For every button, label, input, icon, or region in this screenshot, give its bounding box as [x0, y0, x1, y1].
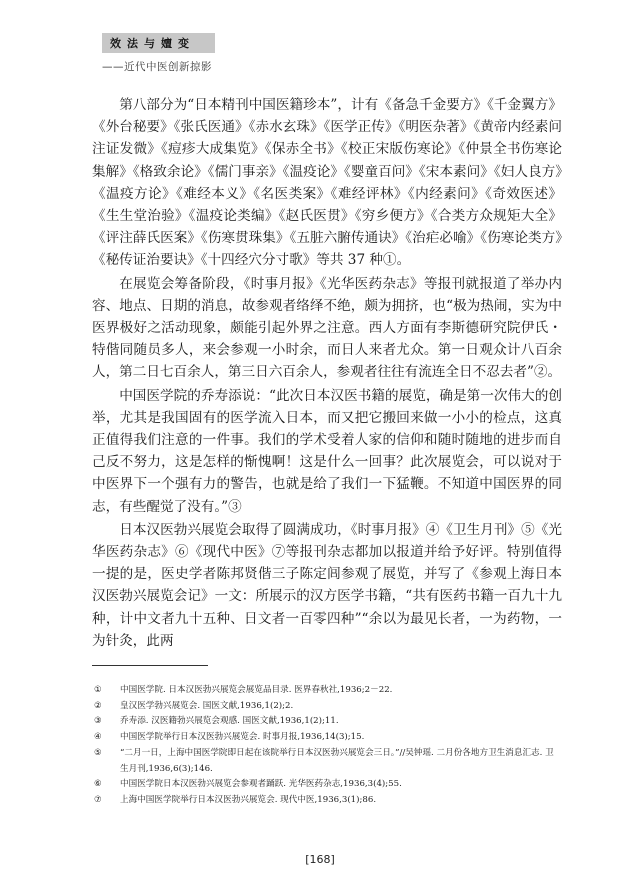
footnote-text: 乔寿添. 汉医籍勃兴展览会观感. 国医文献,1936,1(2);11. [120, 716, 339, 727]
footnote-number: ⑥ [94, 779, 102, 790]
footnote-text: 中国医学院. 日本汉医勃兴展览会展览品目录. 医界春秋社,1936;2－22. [120, 685, 393, 695]
footnote-text: 上海中国医学院举行日本汉医勃兴展览会. 现代中医,1936,3(1);86. [120, 794, 377, 805]
footnote-number: ② [94, 700, 102, 711]
footnote-item [94, 730, 562, 746]
footnote-text: 中国医学院举行日本汉医勃兴展览会. 时事月报,1936,14(3);15. [120, 732, 365, 743]
book-title-tag: 效法与嬗变 [102, 33, 215, 53]
footnote-text: 中国医学院日本汉医勃兴展览会参观者踊跃. 光华医药杂志,1936,3(4);55. [120, 779, 402, 790]
footnote-item [94, 683, 562, 699]
footnotes [94, 683, 562, 809]
page-number: [168] [305, 853, 335, 866]
running-header [102, 32, 322, 74]
footnote-item [94, 793, 562, 809]
footnote-divider [92, 665, 208, 666]
footnote-number: ④ [94, 732, 102, 743]
book-subtitle: ——近代中医创新掠影 [102, 61, 212, 73]
footnote-item [94, 714, 562, 730]
main-text [92, 94, 562, 653]
footnote-text: 皇汉医学勃兴展览会. 国医文献,1936,1(2);2. [120, 700, 294, 711]
paragraph: 中国医学院的乔寿添说：“此次日本汉医书籍的展览，确是第一次伟大的创举，尤其是我国固有的医学流入日本，而又把它搬回来做一小小的检点，这真正值得我们注意的一件事。我们的学术受着人家的信仰和随时随地的进步而自己反不努力，这是怎样的惭愧啊！这是什么一回事？此次展览会，可以说对于中医界下一个强有力的警告，也就是给了我们一下猛鞭。不知道中国医界的同志，有些醒觉了没有。”③ [92, 387, 562, 515]
footnote-number: ① [94, 685, 102, 695]
footnote-item [94, 699, 562, 715]
footnote-number: ③ [94, 716, 102, 727]
paragraph: 第八部分为“日本精刊中国医籍珍本”，计有《备急千金要方》《千金翼方》《外台秘要》《张氏医通》《赤水玄珠》《医学正传》《明医杂著》《黄帝内经素问注证发微》《痘疹大成集览》《保赤全书》《校正宋版伤寒论》《仲景全书伤寒论集解》《格致余论》《儒门事亲》《温疫论》《婴童百问》《宋本素问》《妇人良方》《温疫方论》《难经本义》《名医类案》《难经评林》《内经素问》《奇效医述》《生生堂治验》《温疫论类编》《赵氏医贯》《穷乡便方》《合类方众规矩大全》《评注薛氏医案》《伤寒贯珠集》《五脏六腑传通诀》《治疟必喻》《伤寒论类方》《秘传证治要诀》《十四经穴分寸歌》等共 37 种①。 [92, 97, 562, 269]
footnote-item [94, 777, 562, 793]
footnote-text: “二月一日，上海中国医学院即日起在该院举行日本汉医勃兴展览会三日。”//吴钟瑶. 二月份各地方卫生消息汇志. 卫生月刊,1936,6(3);146. [120, 747, 554, 774]
footnote-item [94, 746, 562, 777]
footnote-number: ⑦ [94, 794, 102, 805]
paragraph: 日本汉医勃兴展览会取得了圆满成功，《时事月报》④《卫生月刊》⑤《光华医药杂志》⑥《现代中医》⑦等报刊杂志都加以报道并给予好评。特别值得一提的是，医史学者陈邦贤偕三子陈定闾参观了展览，并写了《参观上海日本汉医勃兴展览会记》一文：所展示的汉方医学书籍，“共有医药书籍一百九十九种，计中文者九十五种、日文者一百零四种”“余以为最见长者，一为药物，一为针灸，此两 [92, 521, 562, 649]
paragraph: 在展览会筹备阶段，《时事月报》《光华医药杂志》等报刊就报道了举办内容、地点、日期的消息，故参观者络绎不绝，颇为拥挤，也“极为热闹，实为中医界极好之活动现象，颇能引起外界之注意。西人方面有李斯德研究院伊氏・特偕同随员多人，来会参观一小时余，而日人来者尤众。第一日观众计八百余人，第二日七百余人，第三日六百余人，参观者往往有流连全日不忍去者”②。 [92, 275, 562, 381]
footnote-number: ⑤ [94, 747, 102, 758]
